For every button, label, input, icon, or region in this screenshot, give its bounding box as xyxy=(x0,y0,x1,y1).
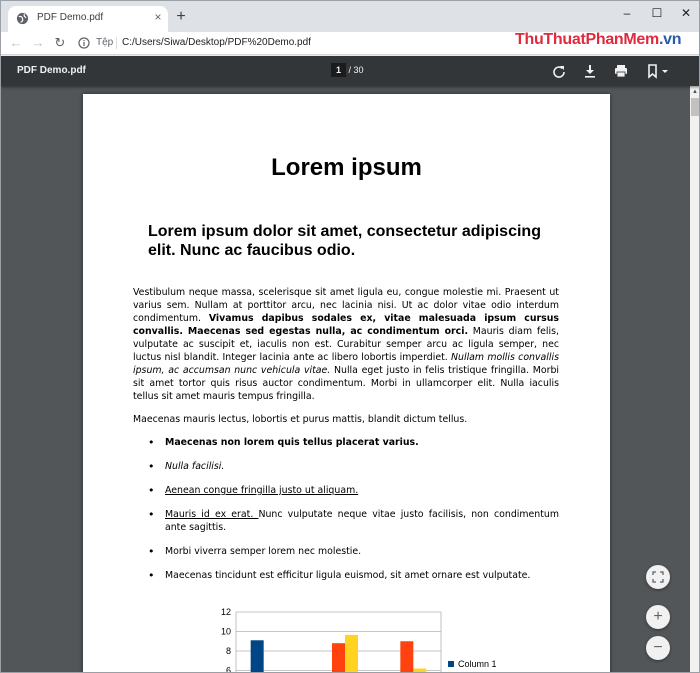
list-item xyxy=(133,545,559,558)
p1-bold: Vivamus dapibus sodales ex, vitae malesuada ipsum cursus convallis. Maecenas sed egestas nulla, ac condimentum orci. xyxy=(133,313,559,337)
paragraph-1 xyxy=(133,286,559,403)
bar xyxy=(332,643,345,673)
p1-text-a: Vestibulum neque massa, scelerisque sit amet ligula eu, congue molestie mi. Praesent ut varius sem. Nullam at porttitor arcu, nec lacinia nisi. Ut ac dolor vitae odio interdum condimentum. xyxy=(133,287,559,324)
watermark-part2: PhanMem xyxy=(585,31,659,48)
list-item xyxy=(133,484,559,497)
bar xyxy=(251,640,264,673)
p1-text-b: Mauris diam felis, vulputate ac suscipit et, iaculis non est. Curabitur semper arcu ac ligula semper, nec luctus nisl blandit. Integer lacinia ante ac libero lobortis imperdiet. xyxy=(133,326,560,363)
pdf-page xyxy=(83,94,610,673)
current-page-input[interactable]: 1 xyxy=(331,63,346,77)
rotate-icon[interactable] xyxy=(551,63,567,79)
fit-to-page-button[interactable] xyxy=(646,565,670,589)
watermark-logo xyxy=(515,31,681,49)
paragraph-2: Maecenas mauris lectus, lobortis et purus mattis, blandit dictum tellus. xyxy=(133,414,468,425)
back-button[interactable]: ← xyxy=(9,35,23,50)
legend-swatch xyxy=(448,661,454,667)
bullet5-text: Morbi viverra semper lorem nec molestie. xyxy=(165,546,362,557)
bar xyxy=(400,641,413,673)
pdf-viewer xyxy=(1,56,700,673)
tab-title: PDF Demo.pdf xyxy=(37,12,104,23)
total-pages: / 30 xyxy=(348,65,364,75)
globe-icon xyxy=(16,12,29,25)
y-tick-label: 10 xyxy=(220,626,231,637)
info-icon[interactable] xyxy=(78,37,90,49)
list-item xyxy=(133,508,559,534)
bar xyxy=(413,669,426,673)
y-tick-label: 6 xyxy=(225,665,231,673)
legend-label: Column 1 xyxy=(458,659,497,669)
list-item xyxy=(133,569,559,582)
list-item xyxy=(133,436,559,449)
download-icon[interactable] xyxy=(582,63,598,79)
bullet2-text: Nulla facilisi. xyxy=(165,461,225,472)
bar-chart xyxy=(203,604,503,673)
file-scheme-chip: Tệp xyxy=(96,37,114,48)
new-tab-button[interactable]: + xyxy=(176,8,186,25)
tab-strip xyxy=(1,1,700,32)
watermark-part1: ThuThuat xyxy=(515,31,586,48)
document-subtitle: Lorem ipsum dolor sit amet, consectetur adipiscing elit. Nunc ac faucibus odio. xyxy=(148,223,541,259)
reload-button[interactable]: ↻ xyxy=(54,35,66,50)
p1-text-c: Nulla eget justo in felis tristique fringilla. Morbi sit amet tortor quis risus auctor condimentum. Morbi in ullamcorper elit. Nulla iaculis tellus sit amet mauris tempus fringilla. xyxy=(133,365,559,402)
tab-close-icon[interactable]: × xyxy=(154,10,162,24)
print-icon[interactable] xyxy=(613,63,629,79)
y-tick-label: 8 xyxy=(225,646,231,656)
bookmark-dropdown-icon[interactable] xyxy=(660,63,670,79)
bullet3-text: Aenean congue fringilla justo ut aliquam. xyxy=(165,485,359,496)
scrollbar[interactable] xyxy=(690,56,700,673)
scrollbar-thumb[interactable] xyxy=(691,98,699,116)
bullet1-text: Maecenas non lorem quis tellus placerat varius. xyxy=(165,437,419,448)
bullet-list xyxy=(133,436,559,582)
document-title: Lorem ipsum xyxy=(271,154,422,181)
bullet6-text: Maecenas tincidunt est efficitur ligula euismod, sit amet ornare est vulputate. xyxy=(165,570,531,581)
close-window-button[interactable]: ✕ xyxy=(680,6,692,20)
p1-italic: Nullam mollis convallis ipsum, ac accumsan nunc vehicula vitae. xyxy=(133,352,559,376)
page-indicator xyxy=(331,63,364,79)
bullet4-text: Nunc vulputate neque vitae justo facilisis, non condimentum ante sagittis. xyxy=(165,509,559,533)
tab-pdf-demo[interactable] xyxy=(8,6,168,32)
forward-button[interactable]: → xyxy=(31,35,45,50)
pdf-filename: PDF Demo.pdf xyxy=(17,65,86,76)
bullet4-underlined: Mauris id ex erat. xyxy=(165,509,259,520)
scroll-up-icon[interactable]: ▲ xyxy=(692,89,698,95)
address-divider xyxy=(116,37,117,49)
maximize-button[interactable]: ☐ xyxy=(651,6,663,20)
minimize-button[interactable]: – xyxy=(623,6,631,20)
address-bar[interactable] xyxy=(74,34,514,53)
pdf-toolbar xyxy=(1,56,700,86)
document-body xyxy=(133,286,559,593)
bookmark-icon[interactable] xyxy=(645,63,661,79)
y-tick-label: 12 xyxy=(220,607,231,617)
watermark-part3: .vn xyxy=(658,31,682,48)
url-text[interactable]: C:/Users/Siwa/Desktop/PDF%20Demo.pdf xyxy=(122,37,311,48)
zoom-out-button[interactable]: − xyxy=(646,636,670,660)
list-item xyxy=(133,460,559,473)
zoom-in-button[interactable]: + xyxy=(646,605,670,629)
fit-page-icon xyxy=(652,571,664,583)
bar xyxy=(345,635,358,673)
